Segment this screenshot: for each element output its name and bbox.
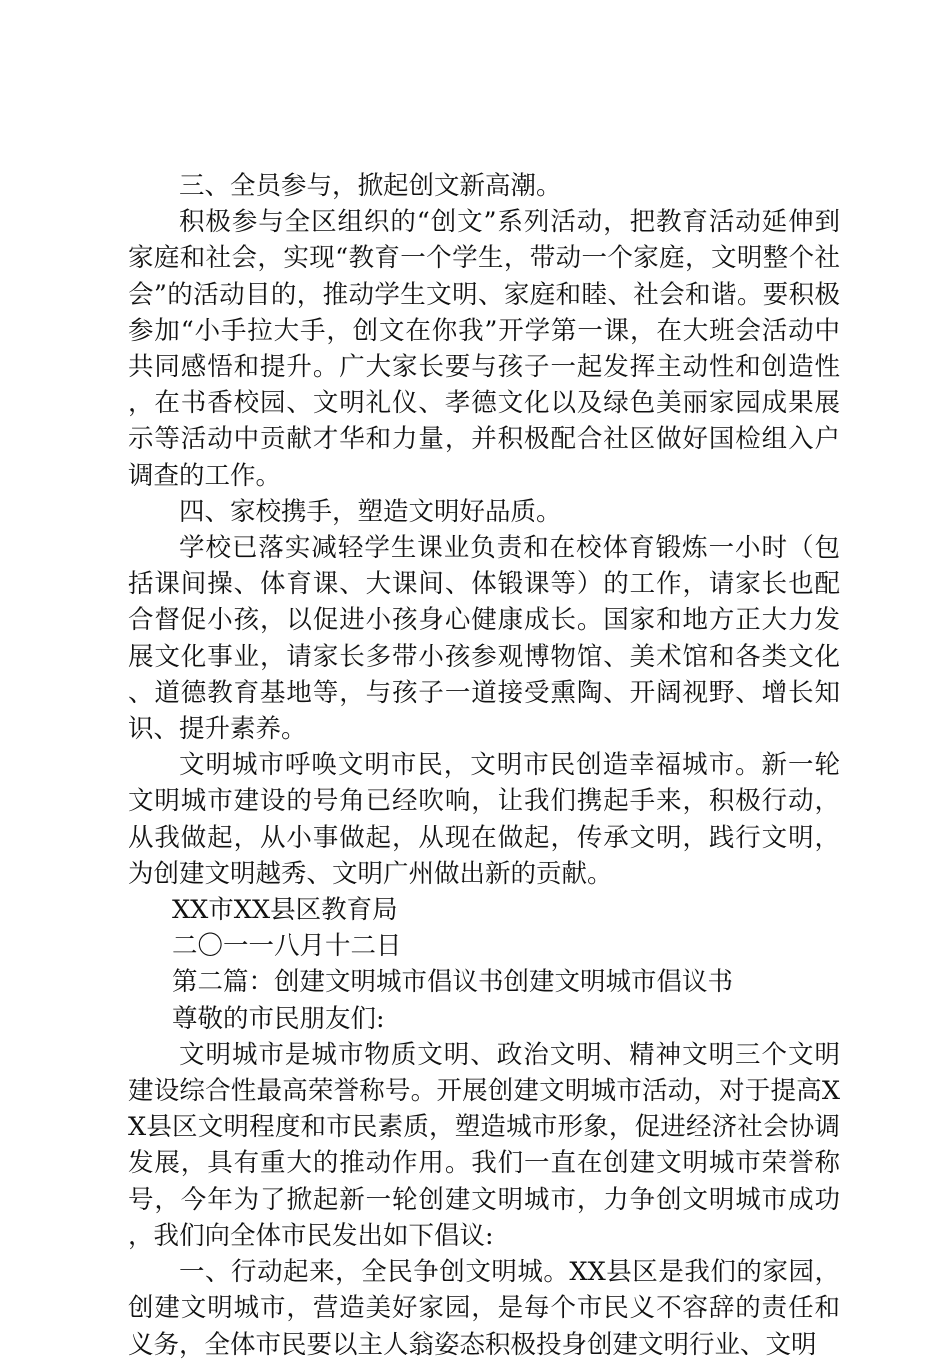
body-paragraph: 文明城市呼唤文明市民，文明市民创造幸福城市。新一轮文明城市建设的号角已经吹响，让我们携起手来，积极行动，从我做起，从小事做起，从现在做起，传承文明，践行文明，为创建文明越秀、文明广州做出新的贡献。 bbox=[128, 750, 840, 889]
body-paragraph: 积极参与全区组织的“创文”系列活动，把教育活动延伸到家庭和社会，实现“教育一个学生，带动一个家庭，文明整个社会”的活动目的，推动学生文明、家庭和睦、社会和谐。要积极参加“小手拉大手，创文在你我”开学第一课，在大班会活动中共同感悟和提升。广大家长要与孩子一起发挥主动性和创造性，在书香校园、文明礼仪、孝德文化以及绿色美丽家园成果展示等活动中贡献才华和力量，并积极配合社区做好国检组入户调查的工作。 bbox=[128, 207, 840, 491]
signature-organization: XX市XX县区教育局 bbox=[172, 895, 398, 926]
second-article-title: 第二篇：创建文明城市倡议书创建文明城市倡议书 bbox=[172, 967, 734, 998]
body-paragraph: 文明城市是城市物质文明、政治文明、精神文明三个文明建设综合性最高荣誉称号。开展创建文明城市活动，对于提高XX县区文明程度和市民素质，塑造城市形象，促进经济社会协调发展，具有重大的推动作用。我们一直在创建文明城市荣誉称号，今年为了掀起新一轮创建文明城市，力争创文明城市成功，我们向全体市民发出如下倡议: bbox=[128, 1039, 840, 1251]
signature-date: 二〇一一八月十二日 bbox=[172, 931, 402, 962]
body-paragraph: 学校已落实减轻学生课业负责和在校体育锻炼一小时（包括课间操、体育课、大课间、体锻课等）的工作，请家长也配合督促小孩，以促进小孩身心健康成长。国家和地方正大力发展文化事业，请家长多带小孩参观博物馆、美术馆和各类文化、道德教育基地等，与孩子一道接受熏陶、开阔视野、增长知识、提升素养。 bbox=[128, 533, 840, 745]
body-paragraph: 一、行动起来，全民争创文明城。XX县区是我们的家园，创建文明城市，营造美好家园，是每个市民义不容辞的责任和义务，全体市民要以主人翁姿态积极投身创建文明行业、文明 bbox=[128, 1257, 840, 1360]
salutation: 尊敬的市民朋友们: bbox=[172, 1003, 385, 1034]
document-body bbox=[128, 168, 840, 1363]
section-heading-3: 三、全员参与，掀起创文新高潮。 bbox=[179, 171, 562, 201]
section-heading-4: 四、家校携手，塑造文明好品质。 bbox=[179, 496, 562, 527]
